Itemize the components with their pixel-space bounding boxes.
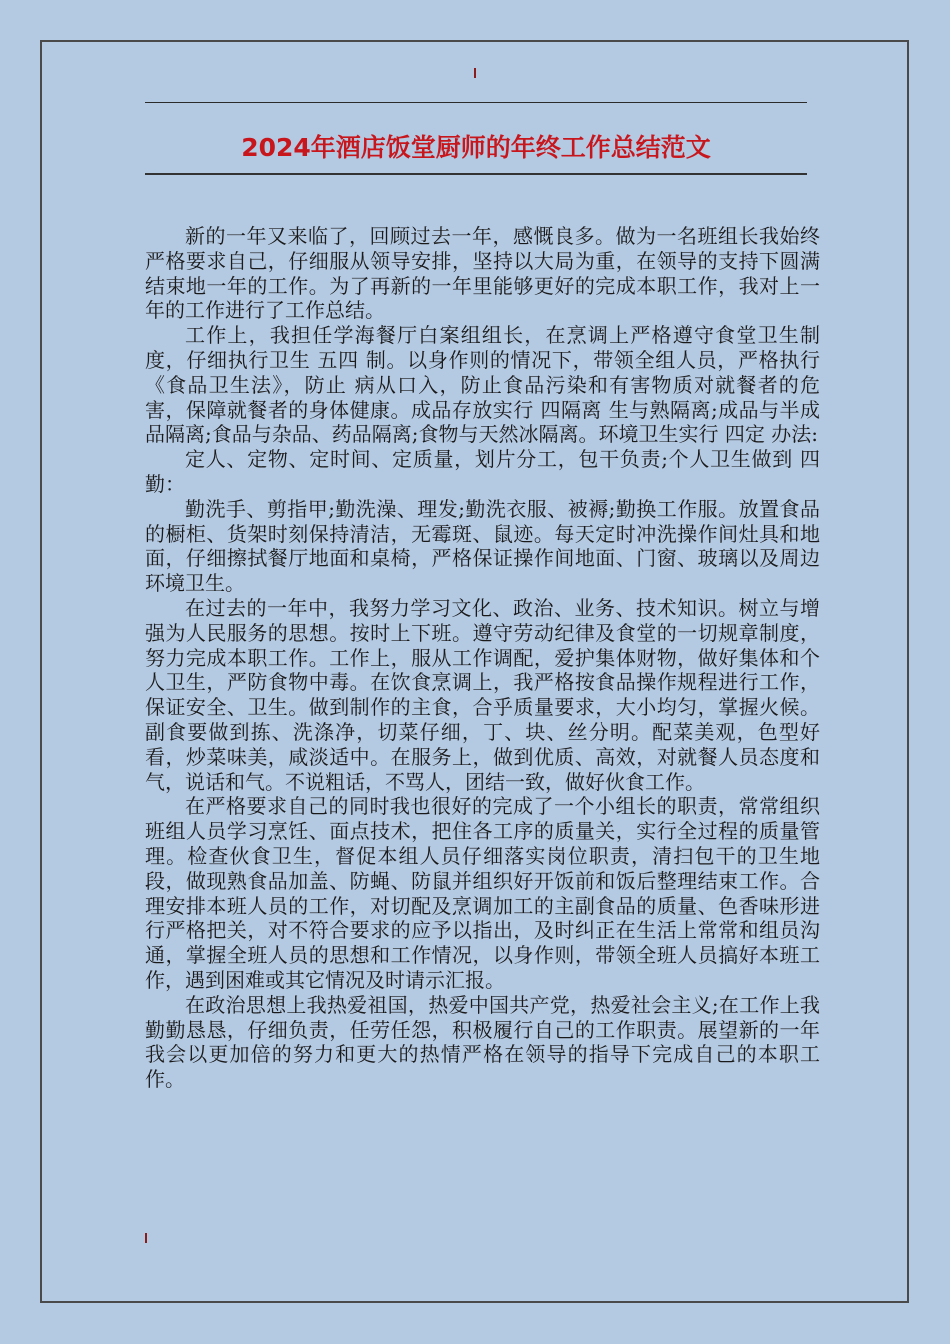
paragraph-2: 工作上，我担任学海餐厅白案组组长，在烹调上严格遵守食堂卫生制度，仔细执行卫生 五四 制。以身作则的情况下，带领全组人员，严格执行《食品卫生法》，防止 病从口入，防止食品污染和有害物质对就餐者的危害，保障就餐者的身体健康。成品存放实行 四隔离 生与熟隔离;成品与半成品隔离;食品与杂品、药品隔离;食物与天然冰隔离。环境卫生实行 四定 办法: [145,323,820,447]
document-body [145,224,820,1092]
header-rule [145,102,807,103]
paragraph-3: 定人、定物、定时间、定质量，划片分工，包干负责;个人卫生做到 四勤： [145,447,820,496]
paragraph-5: 在过去的一年中，我努力学习文化、政治、业务、技术知识。树立与增强为人民服务的思想。按时上下班。遵守劳动纪律及食堂的一切规章制度，努力完成本职工作。工作上，服从工作调配，爱护集体财物，做好集体和个人卫生，严防食物中毒。在饮食烹调上，我严格按食品操作规程进行工作，保证安全、卫生。做到制作的主食，合乎质量要求，大小均匀，掌握火候。副食要做到拣、洗涤净，切菜仔细，丁、块、丝分明。配菜美观，色型好看，炒菜味美，咸淡适中。在服务上，做到优质、高效，对就餐人员态度和气，说话和气。不说粗话，不骂人，团结一致，做好伙食工作。 [145,595,820,794]
paragraph-4: 勤洗手、剪指甲;勤洗澡、理发;勤洗衣服、被褥;勤换工作服。放置食品的橱柜、货架时刻保持清洁，无霉斑、鼠迹。每天定时冲洗操作间灶具和地面，仔细擦拭餐厅地面和桌椅，严格保证操作间地面、门窗、玻璃以及周边环境卫生。 [145,496,820,596]
paragraph-1: 新的一年又来临了，回顾过去一年，感慨良多。做为一名班组长我始终严格要求自己，仔细服从领导安排，坚持以大局为重，在领导的支持下圆满结束地一年的工作。为了再新的一年里能够更好的完成本职工作，我对上一年的工作进行了工作总结。 [145,224,820,323]
paragraph-6: 在严格要求自己的同时我也很好的完成了一个小组长的职责，常常组织班组人员学习烹饪、面点技术，把住各工序的质量关，实行全过程的质量管理。检查伙食卫生，督促本组人员仔细落实岗位职责，清扫包干的卫生地段，做现熟食品加盖、防蝇、防鼠并组织好开饭前和饭后整理结束工作。合理安排本班人员的工作，对切配及烹调加工的主副食品的质量、色香味形进行严格把关，对不符合要求的应予以指出，及时纠正在生活上常常和组员沟通，掌握全班人员的思想和工作情况，以身作则，带领全班人员搞好本班工作，遇到困难或其它情况及时请示汇报。 [145,794,820,992]
paragraph-7: 在政治思想上我热爱祖国，热爱中国共产党，热爱社会主义;在工作上我勤勤恳恳，仔细负责，任劳任怨，积极履行自己的工作职责。展望新的一年我会以更加倍的努力和更大的热情严格在领导的指导下完成自己的本职工作。 [145,992,820,1092]
title-underline [145,173,807,175]
header-mark [474,68,476,78]
footer-mark [145,1233,147,1243]
document-title: 2024年酒店饭堂厨师的年终工作总结范文 [241,133,711,162]
